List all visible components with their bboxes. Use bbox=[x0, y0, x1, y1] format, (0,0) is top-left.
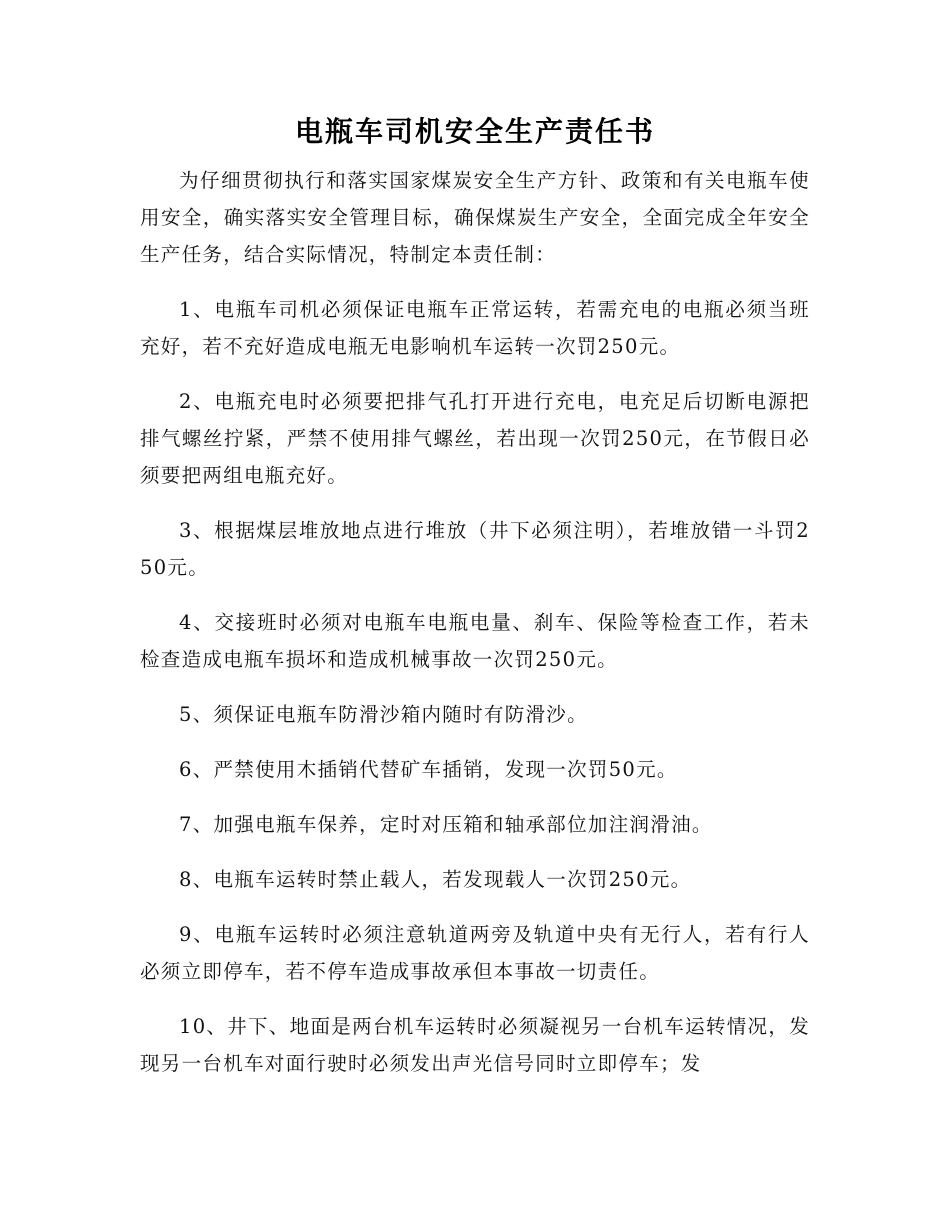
clause-2: 2、电瓶充电时必须要把排气孔打开进行充电，电充足后切断电源把排气螺丝拧紧，严禁不使用排气螺丝，若出现一次罚250元，在节假日必须要把两组电瓶充好。 bbox=[140, 390, 810, 487]
clause-9: 9、电瓶车运转时必须注意轨道两旁及轨道中央有无行人，若有行人必须立即停车，若不停车造成事故承但本事故一切责任。 bbox=[140, 923, 810, 983]
clause-1: 1、电瓶车司机必须保证电瓶车正常运转，若需充电的电瓶必须当班充好，若不充好造成电瓶无电影响机车运转一次罚250元。 bbox=[140, 298, 810, 358]
document-title: 电瓶车司机安全生产责任书 bbox=[294, 115, 655, 148]
clause-3: 3、根据煤层堆放地点进行堆放（井下必须注明），若堆放错一斗罚250元。 bbox=[140, 519, 810, 579]
clause-8: 8、电瓶车运转时禁止载人，若发现载人一次罚250元。 bbox=[179, 868, 692, 891]
clause-5: 5、须保证电瓶车防滑沙箱内随时有防滑沙。 bbox=[179, 703, 588, 726]
clause-10: 10、井下、地面是两台机车运转时必须凝视另一台机车运转情况，发现另一台机车对面行驶时必须发出声光信号同时立即停车；发 bbox=[140, 1015, 810, 1075]
clause-6: 6、严禁使用木插销代替矿车插销，发现一次罚50元。 bbox=[179, 758, 678, 781]
clause-7: 7、加强电瓶车保养，定时对压箱和轴承部位加注润滑油。 bbox=[179, 813, 713, 836]
document-body bbox=[140, 162, 810, 1082]
clause-4: 4、交接班时必须对电瓶车电瓶电量、刹车、保险等检查工作，若未检查造成电瓶车损坏和造成机械事故一次罚250元。 bbox=[140, 611, 810, 671]
intro-paragraph: 为仔细贯彻执行和落实国家煤炭安全生产方针、政策和有关电瓶车使用安全，确实落实安全管理目标，确保煤炭生产安全，全面完成全年安全生产任务，结合实际情况，特制定本责任制： bbox=[140, 169, 810, 266]
